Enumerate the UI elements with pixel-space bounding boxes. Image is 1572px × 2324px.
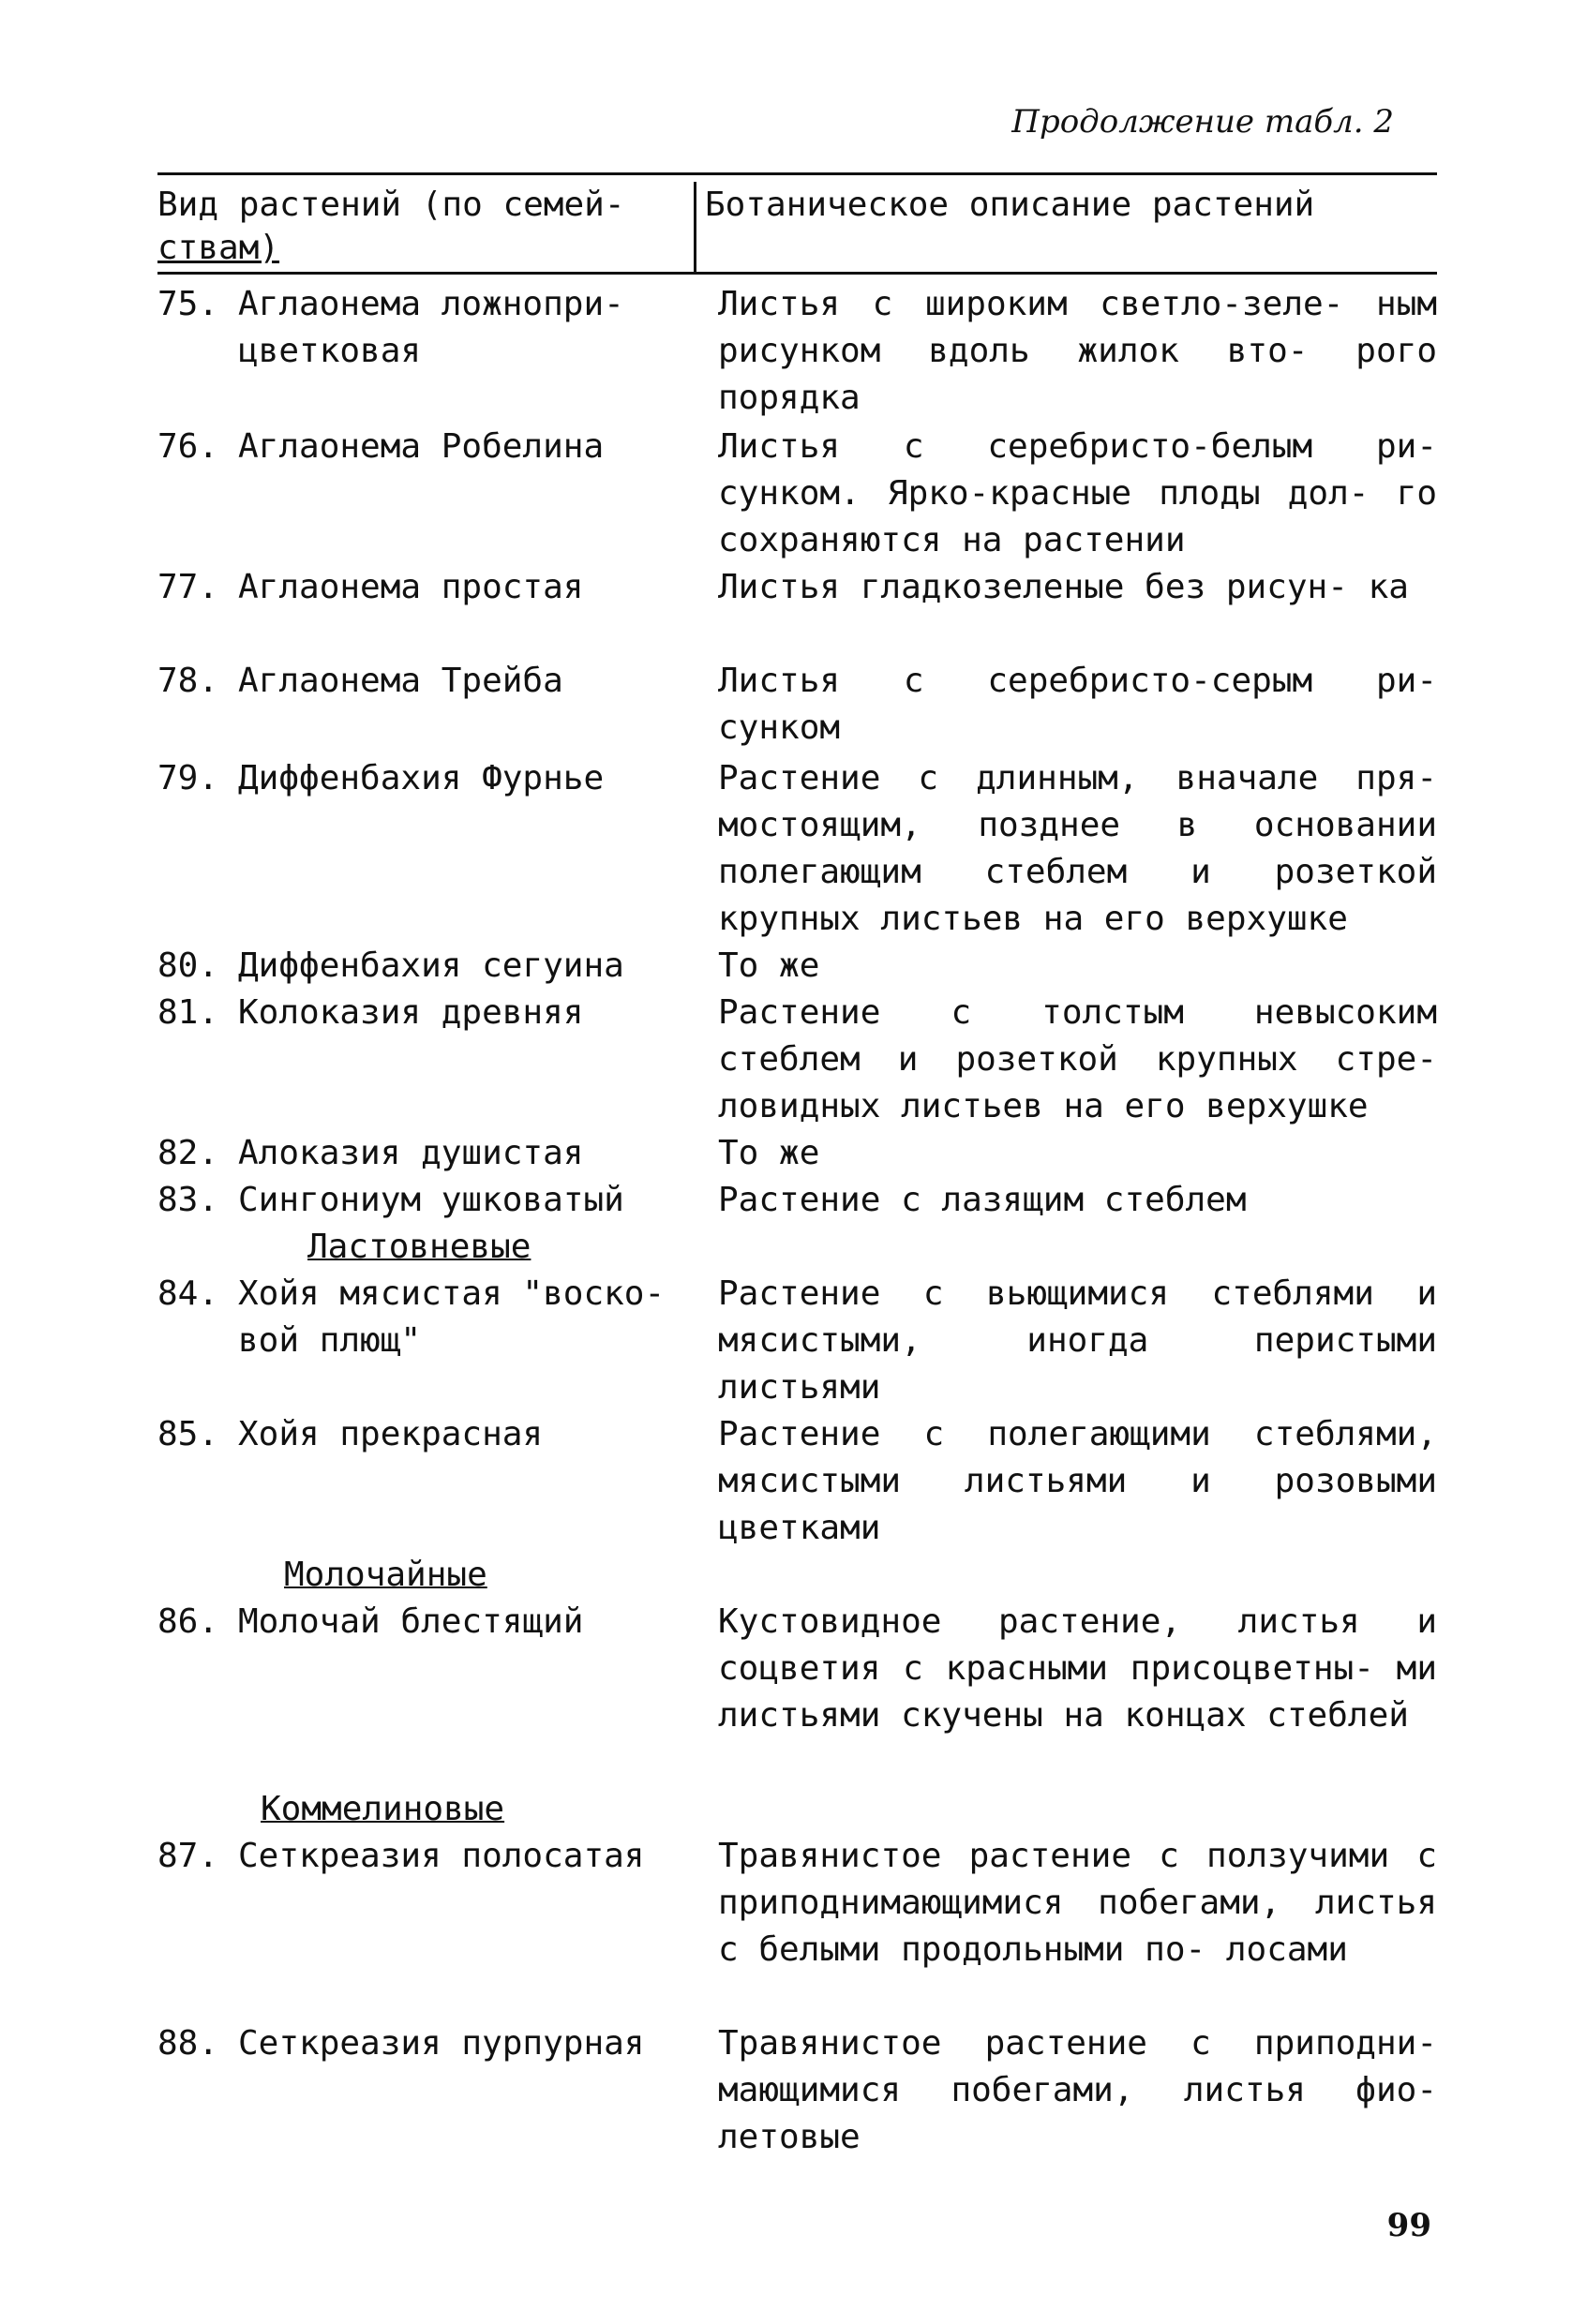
table-header-rule bbox=[157, 272, 1437, 275]
row-species: Аглаонема Трейба bbox=[238, 662, 563, 700]
table-row bbox=[157, 1130, 1437, 1177]
table-row bbox=[157, 424, 1437, 564]
row-number: 85. bbox=[157, 1415, 219, 1453]
section-heading: Молочайные bbox=[284, 1556, 487, 1594]
row-description: То же bbox=[718, 946, 820, 985]
header-col-species-line1: Вид растений (по семей- bbox=[157, 186, 625, 224]
row-number: 76. bbox=[157, 427, 219, 466]
table-row bbox=[157, 1599, 1437, 1786]
row-description: Травянистое растение с ползучими с приподнимающимися побегами, листья с белыми продольными по- лосами bbox=[718, 1837, 1437, 1969]
table-row bbox=[157, 943, 1437, 990]
table-row bbox=[157, 281, 1437, 424]
row-species: Диффенбахия сегуина bbox=[238, 946, 624, 985]
row-species: Сеткреазия пурпурная bbox=[238, 2024, 645, 2063]
row-number: 80. bbox=[157, 946, 219, 985]
row-number: 79. bbox=[157, 759, 219, 797]
section-heading: Коммелиновые bbox=[261, 1790, 505, 1828]
header-col-description: Ботаническое описание растений bbox=[705, 186, 1315, 224]
row-description: Растение с лазящим стеблем bbox=[718, 1181, 1247, 1219]
table-row bbox=[157, 990, 1437, 1130]
row-description: То же bbox=[718, 1134, 820, 1172]
table-row bbox=[157, 1833, 1437, 2020]
row-number: 83. bbox=[157, 1181, 219, 1219]
row-number: 78. bbox=[157, 662, 219, 700]
row-species: Колоказия древняя bbox=[238, 993, 584, 1032]
row-description: Листья с широким светло-зеле- ным рисунком вдоль жилок вто- рого порядка bbox=[718, 285, 1437, 417]
row-number: 75. bbox=[157, 285, 219, 323]
row-species: Диффенбахия Фурнье bbox=[238, 759, 605, 797]
row-description: Травянистое растение с приподни- мающимися побегами, листья фио- летовые bbox=[718, 2024, 1437, 2156]
header-col-species-line2: ствам) bbox=[157, 229, 280, 267]
row-species: Аглаонема простая bbox=[238, 568, 584, 606]
table-row bbox=[157, 564, 1437, 658]
row-species: Аглаонема Робелина bbox=[238, 427, 605, 466]
table-top-rule bbox=[157, 172, 1437, 175]
table-row bbox=[157, 658, 1437, 755]
row-description: Листья с серебристо-белым ри- сунком. Ярко-красные плоды дол- го сохраняются на растении bbox=[718, 427, 1437, 559]
header-divider bbox=[694, 182, 696, 272]
table-row bbox=[157, 2020, 1437, 2161]
row-number: 82. bbox=[157, 1134, 219, 1172]
header-col-species bbox=[157, 184, 682, 270]
row-species: Молочай блестящий bbox=[238, 1602, 584, 1641]
row-species: Хойя мясистая "воско- вой плющ" bbox=[238, 1274, 666, 1360]
row-species: Сеткреазия полосатая bbox=[238, 1837, 645, 1875]
table-caption: Продолжение табл. 2 bbox=[1011, 103, 1394, 141]
row-number: 88. bbox=[157, 2024, 219, 2063]
table-row bbox=[157, 755, 1437, 943]
row-description: Листья с серебристо-серым ри- сунком bbox=[718, 662, 1437, 747]
row-description: Растение с толстым невысоким стеблем и розеткой крупных стре- ловидных листьев на его верхушке bbox=[718, 993, 1437, 1125]
section-heading: Ластовневые bbox=[307, 1228, 531, 1266]
row-number: 81. bbox=[157, 993, 219, 1032]
table-row bbox=[157, 1177, 1437, 1224]
row-species: Аглаонема ложнопри- цветковая bbox=[238, 285, 624, 370]
row-description: Листья гладкозеленые без рисун- ка bbox=[718, 568, 1409, 606]
row-number: 77. bbox=[157, 568, 219, 606]
row-description: Растение с длинным, вначале пря- мостоящим, позднее в основании полегающим стеблем и розеткой крупных листьев на его верхушке bbox=[718, 759, 1437, 938]
row-species: Хойя прекрасная bbox=[238, 1415, 544, 1453]
row-description: Растение с полегающими стеблями, мясистыми листьями и розовыми цветками bbox=[718, 1415, 1437, 1547]
page-number: 99 bbox=[1386, 2207, 1431, 2244]
row-description: Кустовидное растение, листья и соцветия с красными присоцветны- ми листьями скучены на концах стеблей bbox=[718, 1602, 1437, 1735]
row-description: Растение с вьющимися стеблями и мясистыми, иногда перистыми листьями bbox=[718, 1274, 1437, 1407]
table-row bbox=[157, 1411, 1437, 1552]
table-body bbox=[157, 281, 1437, 2161]
table-row bbox=[157, 1271, 1437, 1411]
row-species: Алоказия душистая bbox=[238, 1134, 584, 1172]
row-number: 87. bbox=[157, 1837, 219, 1875]
row-species: Сингониум ушковатый bbox=[238, 1181, 624, 1219]
row-number: 86. bbox=[157, 1602, 219, 1641]
row-number: 84. bbox=[157, 1274, 219, 1313]
